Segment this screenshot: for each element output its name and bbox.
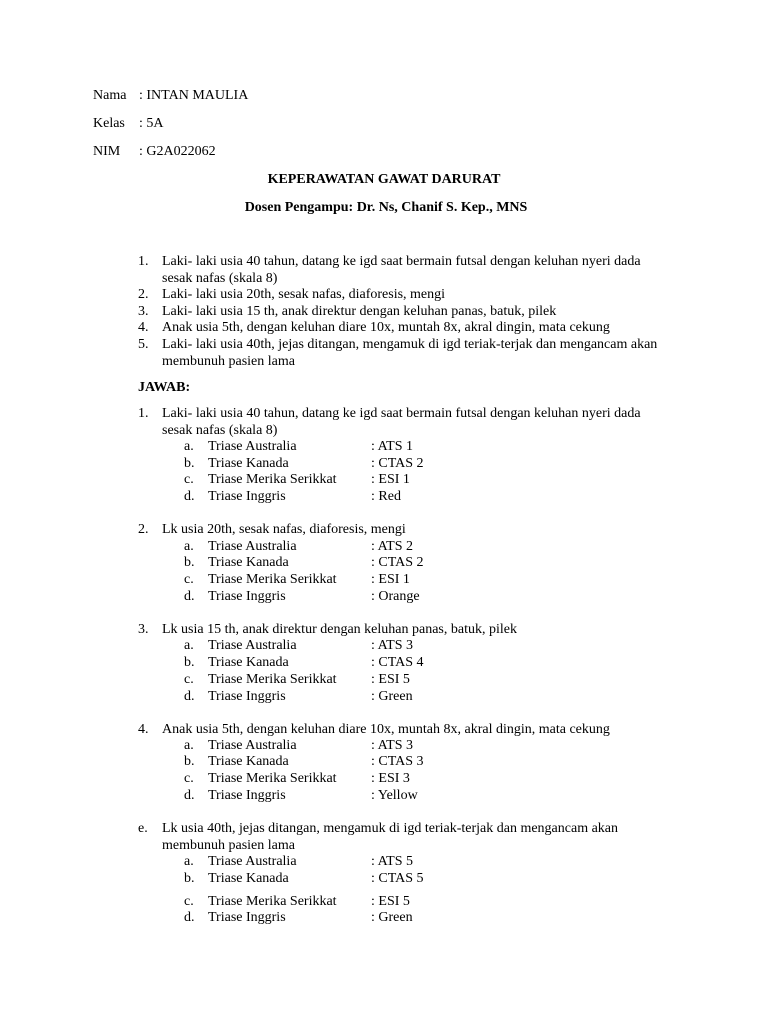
triage-result: : Red (371, 489, 401, 504)
triage-system: Triase Kanada (208, 871, 289, 886)
triage-letter: b. (184, 655, 195, 670)
triage-result: : Yellow (371, 788, 418, 803)
answer-case-text: Lk usia 20th, sesak nafas, diaforesis, mengi (162, 522, 406, 537)
triage-result: : CTAS 5 (371, 871, 424, 886)
triage-letter: d. (184, 489, 195, 504)
triage-system: Triase Australia (208, 738, 297, 753)
answer-number: 4. (138, 722, 149, 737)
question-text-continued: membunuh pasien lama (162, 354, 295, 369)
answer-number: 1. (138, 406, 149, 421)
answer-case-text-continued: sesak nafas (skala 8) (162, 423, 278, 438)
question-text: Laki- laki usia 40th, jejas ditangan, mengamuk di igd teriak-terjak dan mengancam akan (162, 337, 658, 352)
triage-result: : ESI 5 (371, 672, 410, 687)
answer-number: 2. (138, 522, 149, 537)
triage-result: : ESI 1 (371, 572, 410, 587)
triage-result: : CTAS 4 (371, 655, 424, 670)
triage-result: : ATS 2 (371, 539, 414, 554)
answer-case-text: Laki- laki usia 40 tahun, datang ke igd saat bermain futsal dengan keluhan nyeri dada (162, 406, 641, 421)
triage-result: : ATS 3 (371, 638, 414, 653)
triage-letter: b. (184, 555, 195, 570)
triage-system: Triase Merika Serikkat (208, 572, 337, 587)
triage-letter: d. (184, 910, 195, 925)
triage-letter: a. (184, 738, 194, 753)
triage-result: : ATS 3 (371, 738, 414, 753)
triage-result: : Green (371, 689, 413, 704)
lecturer-line: Dosen Pengampu: Dr. Ns, Chanif S. Kep., MNS (244, 200, 528, 215)
triage-system: Triase Kanada (208, 456, 289, 471)
answer-number: e. (138, 821, 148, 836)
answer-case-text: Anak usia 5th, dengan keluhan diare 10x, muntah 8x, akral dingin, mata cekung (162, 722, 610, 737)
triage-letter: a. (184, 439, 194, 454)
triage-result: : Green (371, 910, 413, 925)
triage-system: Triase Kanada (208, 754, 289, 769)
triage-letter: d. (184, 689, 195, 704)
triage-system: Triase Inggris (208, 589, 286, 604)
triage-system: Triase Inggris (208, 489, 286, 504)
document-title: KEPERAWATAN GAWAT DARURAT (267, 172, 501, 187)
triage-system: Triase Merika Serikkat (208, 771, 337, 786)
triage-result: : ATS 5 (371, 854, 414, 869)
triage-letter: c. (184, 572, 194, 587)
question-text: Anak usia 5th, dengan keluhan diare 10x, muntah 8x, akral dingin, mata cekung (162, 320, 610, 335)
answer-case-text: Lk usia 15 th, anak direktur dengan keluhan panas, batuk, pilek (162, 622, 517, 637)
triage-letter: b. (184, 754, 195, 769)
question-text: Laki- laki usia 15 th, anak direktur dengan keluhan panas, batuk, pilek (162, 304, 557, 319)
answer-case-text-continued: membunuh pasien lama (162, 838, 295, 853)
kelas-label: Kelas (93, 116, 125, 131)
triage-system: Triase Merika Serikkat (208, 472, 337, 487)
triage-system: Triase Merika Serikkat (208, 672, 337, 687)
triage-result: : CTAS 2 (371, 555, 424, 570)
kelas-value: : 5A (139, 116, 164, 131)
triage-letter: b. (184, 871, 195, 886)
triage-system: Triase Australia (208, 539, 297, 554)
answer-heading: JAWAB: (138, 380, 191, 395)
triage-letter: c. (184, 771, 194, 786)
triage-system: Triase Australia (208, 439, 297, 454)
triage-result: : ESI 3 (371, 771, 410, 786)
triage-result: : CTAS 2 (371, 456, 424, 471)
question-number: 4. (138, 320, 149, 335)
triage-system: Triase Kanada (208, 555, 289, 570)
triage-system: Triase Inggris (208, 788, 286, 803)
triage-system: Triase Inggris (208, 689, 286, 704)
triage-system: Triase Australia (208, 638, 297, 653)
triage-system: Triase Merika Serikkat (208, 894, 337, 909)
triage-letter: c. (184, 672, 194, 687)
question-number: 1. (138, 254, 149, 269)
triage-system: Triase Kanada (208, 655, 289, 670)
question-number: 5. (138, 337, 149, 352)
triage-letter: b. (184, 456, 195, 471)
triage-result: : Orange (371, 589, 420, 604)
question-number: 2. (138, 287, 149, 302)
answer-case-text: Lk usia 40th, jejas ditangan, mengamuk di igd teriak-terjak dan mengancam akan (162, 821, 619, 836)
triage-letter: c. (184, 472, 194, 487)
triage-system: Triase Inggris (208, 910, 286, 925)
triage-result: : ESI 5 (371, 894, 410, 909)
triage-letter: c. (184, 894, 194, 909)
question-text-continued: sesak nafas (skala 8) (162, 271, 278, 286)
nama-label: Nama (93, 88, 127, 103)
question-text: Laki- laki usia 40 tahun, datang ke igd saat bermain futsal dengan keluhan nyeri dada (162, 254, 641, 269)
triage-letter: a. (184, 638, 194, 653)
question-text: Laki- laki usia 20th, sesak nafas, diaforesis, mengi (162, 287, 446, 302)
triage-result: : ESI 1 (371, 472, 410, 487)
triage-result: : CTAS 3 (371, 754, 424, 769)
nama-value: : INTAN MAULIA (139, 88, 249, 103)
triage-letter: a. (184, 854, 194, 869)
triage-result: : ATS 1 (371, 439, 414, 454)
triage-system: Triase Australia (208, 854, 297, 869)
nim-label: NIM (93, 144, 121, 159)
nim-value: : G2A022062 (139, 144, 216, 159)
answer-number: 3. (138, 622, 149, 637)
triage-letter: a. (184, 539, 194, 554)
question-number: 3. (138, 304, 149, 319)
triage-letter: d. (184, 589, 195, 604)
triage-letter: d. (184, 788, 195, 803)
